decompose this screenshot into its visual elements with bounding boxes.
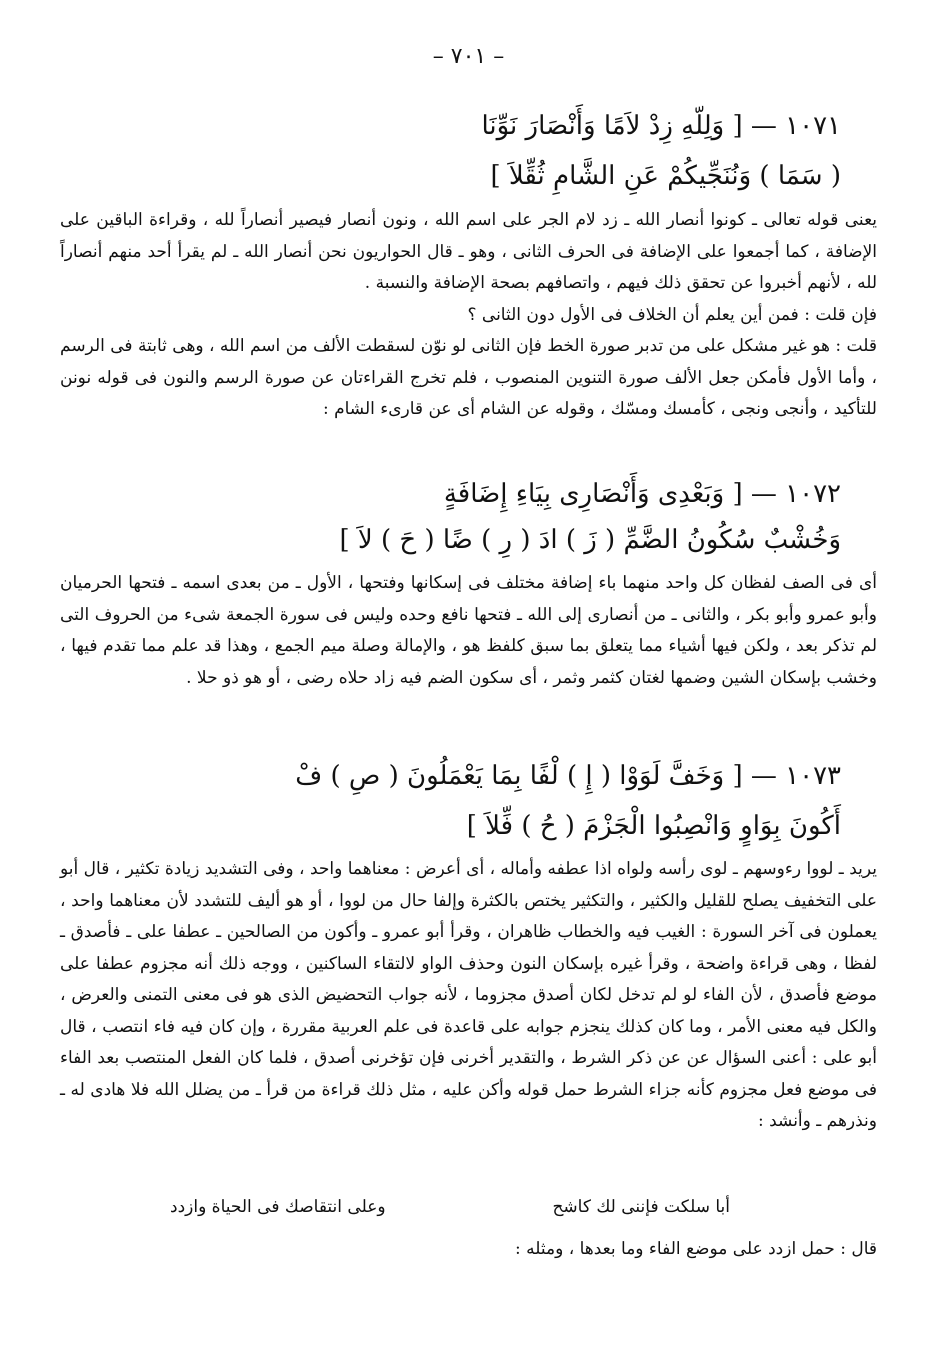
commentary-1072: [60, 568, 877, 694]
page-number: – ٧٠١ –: [432, 44, 505, 69]
poem-hemistich-second: وعلى انتقاصك فى الحياة وازدد: [170, 1197, 386, 1217]
verse-1071-line2: ( سَمَا ) وَنُنَجِّيكُمْ عَنِ الشَّامِ ثُقِّلاَ ]: [490, 161, 841, 191]
poem-verse: [170, 1192, 730, 1222]
paragraph: فإن قلت : فمن أين يعلم أن الخلاف فى الأول دون الثانى ؟: [467, 304, 877, 325]
paragraph: قال : حمل ازدد على موضع الفاء وما بعدها ، ومثله :: [515, 1239, 877, 1259]
paragraph: يعنى قوله تعالى ـ كونوا أنصار الله ـ زد لام الجر على اسم الله ، ونون أنصار فيصير أنصاراً لله ، وقراءة الباقين على الإضافة ، كما أجمعوا على الإضافة فى الحرف الثانى ، وهو ـ قال الحواريون نحن أنصار الله ـ لم يقرأ أحد منهم أنصاراً لله ، لأنهم أخبروا عن تحقق ذلك فيهم ، واتصافهم بصحة الإضافة والنسبة .: [60, 210, 877, 293]
closing-line: [60, 1234, 877, 1266]
verse-1073-line1: ١٠٧٣ — [ وَخَفَّ لَوَوْا ( إِ ) لْفًا بِمَا يَعْمَلُونَ ( صِ ) فْ: [295, 761, 841, 791]
paragraph: يريد ـ لووا رءوسهم ـ لوى رأسه ولواه اذا عطفه وأماله ، أى أعرض : معناهما واحد ، وفى التشديد زيادة تكثير ، قال أبو على التخفيف يصلح للقليل والكثير ، والتكثير يختص بالكثرة وإلفا حال من لووا ، أو هو أليف للتشدد لأن معناهما واحد ، يعملون فى آخر السورة : الغيب فيه والخطاب ظاهران ، وقرأ أبو عمرو ـ وأكون من الصالحين ـ عطفا على ـ فأصدق ـ لفظا ، وهى قراءة واضحة ، وقرأ غيره بإسكان النون وحذف الواو لالتقاء الساكنين ، ووجه ذلك أنه مجزوم عطفا على موضع فأصدق ، لأن الفاء لو لم تدخل لكان أصدق مجزوما ، لأنه جواب التحضيض الذى هو فى معنى التمنى والعرض ، والكل فيه معنى الأمر ، وما كان كذلك ينجزم جوابه على قاعدة فى علم العربية مقررة ، وإن كان فيه فاء انتصب ، قال أبو على : أعنى السؤال عن عن ذكر الشرط ، والتقدير أخرنى فإن تؤخرنى أصدق ، فلما كان الفعل المنتصب بعد الفاء فى موضع فعل مجزوم كأنه جزاء الشرط حمل قوله وأكن عليه ، مثل ذلك قراءة من قرأ ـ من يضلل الله فلا هادى له ـ ونذرهم ـ وأنشد :: [60, 859, 877, 1131]
verse-1072-line1: ١٠٧٢ — [ وَبَعْدِى وَأَنْصَارِى بِيَاءِ إِضَافَةٍ: [443, 479, 841, 509]
commentary-1071: [60, 205, 877, 426]
verse-1072-line2: وَخُشْبٌ سُكُونُ الضَّمِّ ( زَ ) ادَ ( رِ ) ضًا ( حَ ) لاَ ]: [339, 525, 841, 555]
verse-1073-line2: أَكُونَ بِوَاوٍ وَانْصِبُوا الْجَزْمَ ( حُ ) فِّلاَ ]: [466, 811, 841, 841]
verse-1071-line1: ١٠٧١ — [ وَلِلّهِ زِدْ لاَمًا وَأَنْصَارَ نَوِّنَا: [481, 111, 841, 141]
poem-hemistich-first: أبا سلكت فإننى لك كاشح: [552, 1197, 730, 1217]
commentary-1073: [60, 854, 877, 1138]
paragraph: أى فى الصف لفظان كل واحد منهما باء إضافة مختلف فى إسكانها وفتحها ، الأول ـ من بعدى اسمه ـ فتحها الحرميان وأبو عمرو وأبو بكر ، والثانى ـ من أنصارى إلى الله ـ فتحها نافع وحده وليس فى سورة الجمعة شىء من الحروف التى لم تذكر بعد ، ولكن فيها أشياء مما يتعلق بما سبق كلفظ هو ، والإمالة وصلة ميم الجمع ، وهذا قد علم مما تقدم فيها ، وخشب بإسكان الشين وضمها لغتان كثمر وثمر ، أى سكون الضم فيه زاد حلاه رضى ، أو هو ذو حلا .: [60, 573, 877, 688]
paragraph: قلت : هو غير مشكل على من تدبر صورة الخط فإن الثانى لو نوّن لسقطت الألف من اسم الله ، وهى ثابتة فى الرسم ، وأما الأول فأمكن جعل الألف صورة التنوين المنصوب ، فلم تخرج القراءتان عن صورة الرسم والنون فى قوله نونن للتأكيد ، وأنجى ونجى ، كأمسك ومسّك ، وقوله عن الشام أى عن قارىء الشام :: [60, 336, 877, 419]
